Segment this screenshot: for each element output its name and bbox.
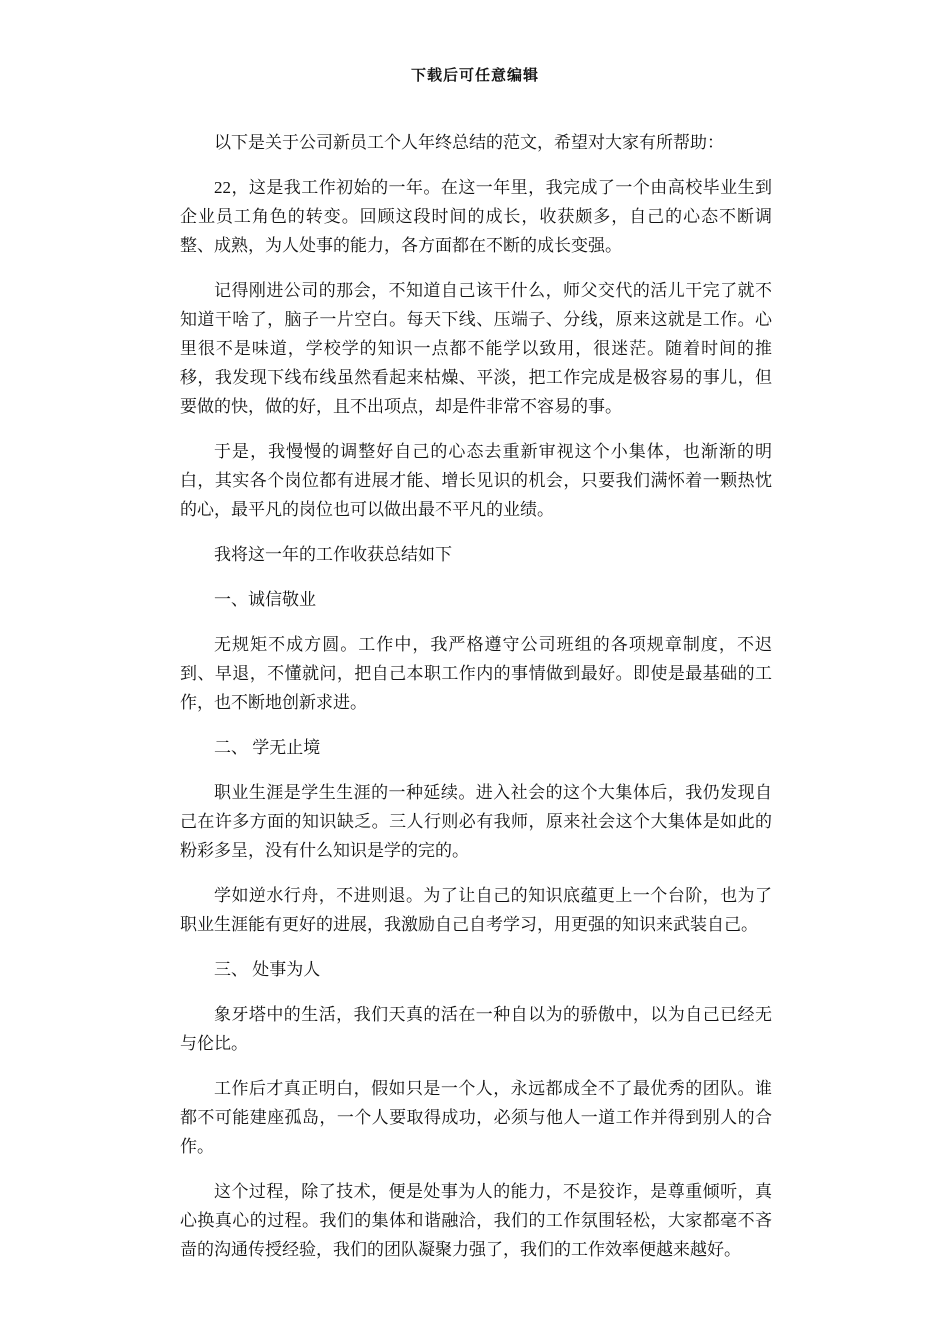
paragraph: 于是，我慢慢的调整好自己的心态去重新审视这个小集体，也渐渐的明白，其实各个岗位都有进展才能、增长见识的机会，只要我们满怀着一颗热忱的心，最平凡的岗位也可以做出最不平凡的业绩。	[180, 442, 772, 519]
paragraph: 22，这是我工作初始的一年。在这一年里，我完成了一个由高校毕业生到企业员工角色的转变。回顾这段时间的成长，收获颇多，自己的心态不断调整、成熟，为人处事的能力，各方面都在不断的成长变强。	[180, 178, 772, 255]
paragraph: 二、 学无止境	[214, 738, 321, 757]
paragraph: 记得刚进公司的那会，不知道自己该干什么，师父交代的活儿干完了就不知道干啥了，脑子一片空白。每天下线、压端子、分线，原来这就是工作。心里很不是味道，学校学的知识一点都不能学以致用，很迷茫。随着时间的推移，我发现下线布线虽然看起来枯燥、平淡，把工作完成是极容易的事儿，但要做的快，做的好，且不出项点，却是件非常不容易的事。	[180, 281, 772, 416]
paragraph: 工作后才真正明白，假如只是一个人，永远都成全不了最优秀的团队。谁都不可能建座孤岛，一个人要取得成功，必须与他人一道工作并得到别人的合作。	[180, 1079, 772, 1156]
paragraph: 以下是关于公司新员工个人年终总结的范文，希望对大家有所帮助：	[214, 133, 724, 152]
paragraph: 我将这一年的工作收获总结如下	[214, 545, 452, 564]
paragraph: 象牙塔中的生活，我们天真的活在一种自以为的骄傲中，以为自己已经无与伦比。	[180, 1005, 772, 1053]
paragraph: 一、诚信敬业	[214, 590, 316, 609]
paragraph: 这个过程，除了技术，便是处事为人的能力，不是狡诈，是尊重倾听，真心换真心的过程。我们的集体和谐融洽，我们的工作氛围轻松，大家都毫不吝啬的沟通传授经验，我们的团队凝聚力强了，我们的工作效率便越来越好。	[180, 1182, 772, 1259]
paragraph: 职业生涯是学生生涯的一种延续。进入社会的这个大集体后，我仍发现自己在许多方面的知识缺乏。三人行则必有我师，原来社会这个大集体是如此的粉彩多呈，没有什么知识是学的完的。	[180, 783, 772, 860]
paragraph: 三、 处事为人	[214, 960, 321, 979]
paragraph: 学如逆水行舟，不进则退。为了让自己的知识底蕴更上一个台阶，也为了职业生涯能有更好的进展，我激励自己自考学习，用更强的知识来武装自己。	[180, 886, 772, 934]
paragraph: 无规矩不成方圆。工作中，我严格遵守公司班组的各项规章制度，不迟到、早退，不懂就问，把自己本职工作内的事情做到最好。即使是最基础的工作，也不断地创新求进。	[180, 635, 772, 712]
page-header-note: 下载后可任意编辑	[410, 68, 539, 84]
document-body	[180, 128, 772, 1280]
